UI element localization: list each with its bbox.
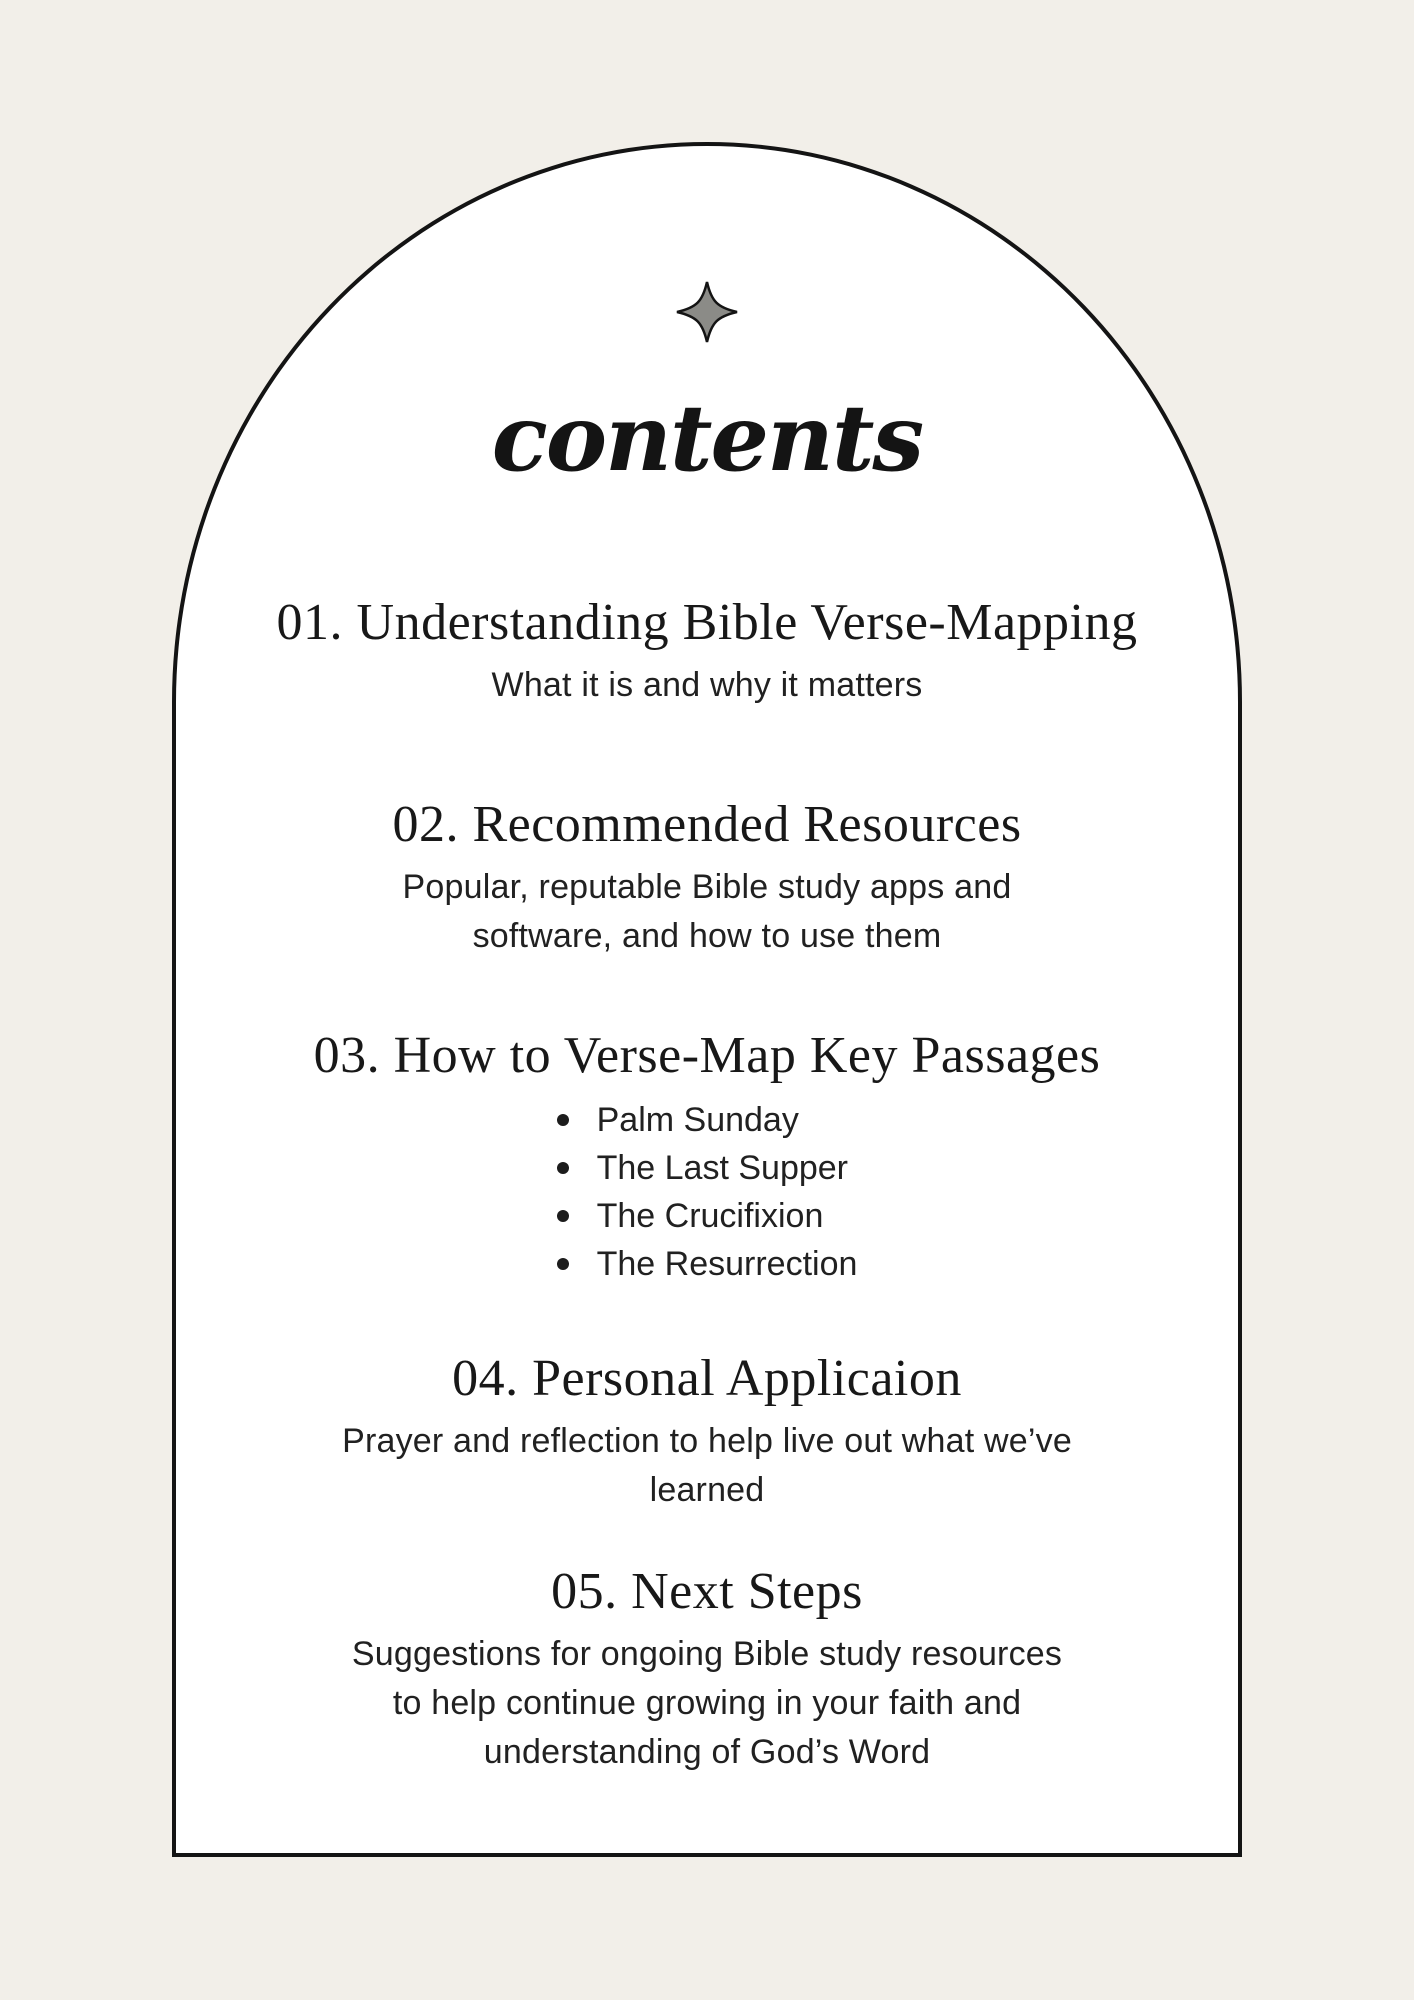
bullet-dot-icon [557,1258,569,1270]
section-02-heading: 02. Recommended Resources [392,796,1022,853]
passages-bullet-list [557,1096,858,1288]
section-05-description-line-2: to help continue growing in your faith and [392,1684,1022,1722]
section-04-description [176,1417,1238,1515]
list-item-label: Palm Sunday [596,1101,799,1139]
section-03-heading: 03. How to Verse-Map Key Passages [313,1027,1101,1084]
section-04-description-line-1: Prayer and reflection to help live out what we’ve [342,1422,1072,1460]
section-05-heading: 05. Next Steps [551,1563,863,1620]
section-02-description-line-1: Popular, reputable Bible study apps and [402,868,1012,906]
bullet-dot-icon [557,1114,569,1126]
section-01 [176,590,1238,710]
section-04-heading: 04. Personal Applicaion [452,1350,962,1407]
list-item-label: The Crucifixion [596,1197,824,1235]
section-05-description-line-1: Suggestions for ongoing Bible study resources [351,1635,1063,1673]
list-item [557,1144,858,1192]
bullet-dot-icon [557,1210,569,1222]
section-01-description: What it is and why it matters [491,666,923,704]
section-02 [176,792,1238,961]
bullet-dot-icon [557,1162,569,1174]
section-05-description-line-3: understanding of God’s Word [483,1733,931,1771]
list-item [557,1240,858,1288]
sparkle-star-icon [675,280,739,344]
page-title: contents [491,384,923,492]
section-05-description [176,1630,1238,1777]
arch-card [172,142,1242,1857]
section-02-description-line-2: software, and how to use them [472,917,942,955]
section-04-description-line-2: learned [649,1471,765,1509]
section-02-description [176,863,1238,961]
sparkle-star-shape [677,282,737,342]
section-03 [176,1023,1238,1288]
list-item [557,1096,858,1144]
list-item-label: The Resurrection [596,1245,858,1283]
list-item [557,1192,858,1240]
list-item-label: The Last Supper [596,1149,848,1187]
section-04 [176,1346,1238,1515]
section-05 [176,1559,1238,1777]
section-01-heading: 01. Understanding Bible Verse-Mapping [276,594,1138,651]
